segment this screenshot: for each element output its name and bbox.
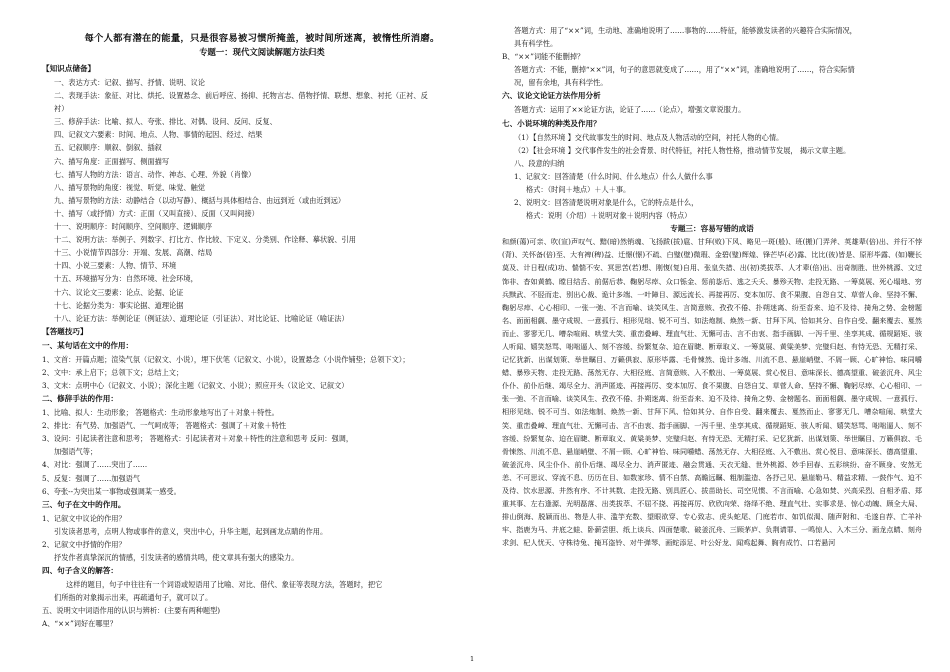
left-body	[42, 62, 482, 630]
text-line: 4、对比：强调了……突出了……	[42, 460, 148, 470]
text-line: 七、描写人物的方法：语言、动作、神态、心理、外貌（肖像）	[54, 169, 256, 179]
text-line: 1、文首：开篇点题；渲染气氛（记叙文、小说），埋下伏笔（记叙文、小说），设置悬念（小说作铺垫；总领下文）；	[42, 354, 410, 364]
text-line: A、“××”词好在哪里？	[42, 619, 117, 629]
section-heading: 七、小说环境的种类及作用？	[502, 118, 601, 128]
text-line: 1、记叙文：回答清楚（什么时间、什么地点）什么人做什么事	[514, 171, 713, 181]
proverbs-text: 和颜(蔼)可亲、吹(宣)声叹气、黯(暗)然销魂、飞扬跋(拔)扈、甘拜(败)下风、略见一斑(般)、班(搬)门弄斧、英雄辈(倍)出、并行不悖(背)、关怀备(倍)至、大有裨(稗)益、迁憬(憬)不疏、白璧(壁)微瑕、金碧(璧)辉煌、锋芒毕(必)露、比比(彼)皆是、原形毕露、(如)鞭长莫及、计日程(成)功、惴惴不安、冥思苦(若)想、刚愎(复)自用、张皇失措、出(初)类拔萃、人才辈(倍)出、出奇制胜、世外桃源、文过饰非、杳如黄鹤、瞠目结舌、前倨后恭、鞠躬尽瘁、众口铄金、惩前毖后、逃之夭夭、暴殄天物、走投无路、一筹莫展、死心塌地、穷兵黩武、不胫而走、别出心裁、诡计多端、一叶障目、源远流长、再接再厉、变本加厉、食不果腹、自怨自艾、草菅人命、坚持不懈、鞠躬尽瘁、心心相印、一张一弛、不言而喻、谈笑风生、言简意赅、孜孜不倦、扑朔迷离、纷至沓来、迫不及待、掎角之势、金榜题名、面面相觑、墨守成规、一意孤行、相形见绌、锐不可当、如法炮制、焕然一新、甘拜下风、恰如其分、自作自受、翻来覆去、戛然而止、寥寥无几、嘈杂喧闹、哄堂大笑、重峦叠嶂、理直气壮、无懈可击、言不由衷、指手画脚、一泻千里、坐享其成、循规蹈矩、骇人听闻、嬉笑怒骂、咄咄逼人、刻不容缓、纷繁复杂、迫在眉睫、断章取义、一筹莫展、黄粱美梦、完璧归赵、有恃无恐、无精打采、记忆犹新、出谋划策、举世瞩目、万籁俱寂、原形毕露、毛骨悚然、诡计多端、川流不息、悬崖峭壁、不屑一顾、心旷神怡、味同嚼蜡、暴殄天物、走投无路、荡然无存、大相径庭、言简意赅、入不敷出、一筹莫展、赏心悦目、意味深长、德高望重、破釜沉舟、风尘仆仆、前仆后继、竭尽全力、消声匿迹、再接再厉、变本加厉、食不果腹、自怨自艾、草菅人命、坚持不懈、鞠躬尽瘁、心心相印、一张一弛、不言而喻、谈笑风生、孜孜不倦、扑朔迷离、纷至沓来、迫不及待、掎角之势、金榜题名、面面相觑、墨守成规、一意孤行、相形见绌、锐不可当、如法炮制、焕然一新、甘拜下风、恰如其分、自作自受、翻来覆去、戛然而止、寥寥无几、嘈杂喧闹、哄堂大笑、重峦叠嶂、理直气壮、无懈可击、言不由衷、指手画脚、一泻千里、坐享其成、循规蹈矩、骇人听闻、嬉笑怒骂、咄咄逼人、刻不容缓、纷繁复杂、迫在眉睫、断章取义、黄粱美梦、完璧归赵、有恃无恐、无精打采、记忆犹新、出谋划策、举世瞩目、万籁俱寂、毛骨悚然、川流不息、悬崖峭壁、不屑一顾、心旷神怡、味同嚼蜡、荡然无存、大相径庭、入不敷出、赏心悦目、意味深长、德高望重、破釜沉舟、风尘仆仆、前仆后继、竭尽全力、消声匿迹、融会贯通、天衣无缝、世外桃源、妙手回春、五彩缤纷、奋不顾身、安然无恙、不可思议、穿流不息、历历在目、如数家珍、情不自禁、高瞻远瞩、粗制滥造、各抒己见、悬崖勒马、精益求精、一鼓作气、迫不及待、饮水思源、井然有序、不计其数、走投无路、别具匠心、拔苗助长、司空见惯、不言而喻、心急如焚、兴高采烈、自相矛盾、郑重其事、左右逢源、光明磊落、出类拔萃、不屈不挠、再接再厉、欣欣向荣、络绎不绝、理直气壮、实事求是、惊心动魄、顾全大局、排山倒海、脱颖而出、物是人非、滥竽充数、望眼欲穿、专心致志、虎头蛇尾、门庭若市、如饥似渴、随声附和、毛遂自荐、亡羊补牢、指鹿为马、井底之蛙、卧薪尝胆、纸上谈兵、四面楚歌、破釜沉舟、三顾茅庐、负荆请罪、一鸣惊人、入木三分、画龙点睛、刻舟求剑、杞人忧天、守株待兔、掩耳盗铃、对牛弹琴、画蛇添足、叶公好龙、闻鸡起舞、胸有成竹、口若悬河	[502, 237, 922, 548]
section-heading: 六、议论文论证方法作用分析	[502, 91, 601, 101]
text-line: 6、夸张--为突出某一事物或强调某一感受。	[42, 486, 181, 496]
text-line: 五、说明文中词语作用的认识与辨析：(主要有两种题型)	[42, 606, 221, 616]
text-line: 们所指的对象揭示出来，再疏通句子，就可以了。	[54, 593, 213, 603]
section-heading: 一、某句话在文中的作用：	[42, 340, 134, 350]
section-heading: 四、句子含义的解答：	[42, 566, 118, 576]
text-line: 六、描写角度：正面描写、侧面描写	[54, 156, 170, 166]
page-number: 1	[470, 655, 475, 663]
text-line: 十五、环境描写分为：自然环境、社会环境，	[54, 274, 198, 284]
text-line: 格式：说明（介绍）＋说明对象＋说明内容（特点）	[526, 211, 692, 221]
text-line: 十七、论据分类为：事实论据、道理论据	[54, 300, 184, 310]
text-line: 1、比喻、拟人：生动形象； 答题格式：生动形象地写出了＋对象＋特性。	[42, 408, 279, 418]
section-heading: 【知识点储备】	[42, 64, 96, 73]
text-line: 2、说明文：回答清楚说明对象是什么，它的特点是什么，	[514, 198, 699, 208]
right-body	[502, 24, 922, 222]
text-line: 答题方式：不能，删掉“××”词，句子的意思就变成了……，用了“××”词，准确地说明了……，符合实际情	[514, 65, 855, 75]
text-line: 四、记叙文六要素：时间、地点、人物、事情的起因、经过、结果	[54, 130, 263, 140]
text-line: 答题方式：运用了××论证方法，论证了……（论点），增强文章说服力。	[514, 105, 746, 115]
text-line: 1、记叙文中议论的作用？	[42, 513, 126, 523]
text-line: B、“××”词能不能删掉？	[502, 52, 585, 62]
text-line: 格式：（时间＋地点）＋人＋事。	[526, 184, 631, 194]
text-line: （2）【社会环境 】交代事件发生的社会背景、时代特征，衬托人物性格，推动情节发展， 揭示文章主题。	[514, 145, 851, 155]
section-heading: 二、修辞手法的作用：	[42, 394, 118, 404]
text-line: 八、段意的归纳	[514, 158, 565, 168]
text-line: 这样的题目，句子中往往有一个词语或短语用了比喻、对比、借代、象征等表现方法，答题时，把它	[66, 580, 383, 590]
text-line: 十一、说明顺序：时间顺序、空间顺序、逻辑顺序	[54, 222, 213, 232]
text-line: 衬）	[54, 104, 69, 114]
text-line: 况，留有余地，具有科学性。	[514, 78, 608, 88]
proverbs-title: 专题三：容易写错的成语	[670, 224, 754, 234]
text-line: 八、描写景物的角度：视觉、听觉、味觉、触觉	[54, 182, 205, 192]
text-line: 具有科学性。	[514, 39, 558, 49]
text-line: 答题方式：用了“××”词，生动地、准确地说明了……事物的……特征，能够激发读者的兴趣符合实际情况，	[514, 26, 857, 35]
left-column	[42, 24, 482, 630]
text-line: （1）【自然环境 】交代故事发生的时间、地点及人物活动的空间，衬托人物的心情。	[514, 132, 784, 142]
text-line: 2、文中：承上启下；总领下文；总结上文；	[42, 367, 184, 377]
text-line: 十三、小说情节四部分：开端、发展、高潮、结局	[54, 248, 213, 258]
text-line: 3、文末：点明中心（记叙文、小说）；深化主题（记叙文、小说）；照应开头（议论文、记叙文）	[42, 380, 349, 390]
page-title: 专题一：现代文阅读解题方法归类	[199, 47, 325, 57]
text-line: 引发读者思考，点明人物或事件的意义，突出中心，升华主题，起到画龙点睛的作用。	[54, 526, 328, 536]
text-line: 一、表达方式：记叙、描写、抒情、说明、议论	[54, 78, 205, 87]
text-line: 十二、说明方法：举例子、列数字、打比方、作比较、下定义、分类别、作诠释、摹状貌、引用	[54, 235, 356, 245]
right-column	[502, 24, 922, 653]
section-heading: 三、句子在文中的作用。	[42, 499, 126, 509]
text-line: 九、描写景物的方法：动静结合（以动写静）、概括与具体相结合、由远到近（或由近到远）	[54, 195, 346, 205]
text-line: 十、描写（或抒情）方式：正面（又叫直接）、反面（又叫间接）	[54, 208, 259, 218]
text-line: 五、记叙顺序：顺叙、倒叙、插叙	[54, 143, 162, 153]
text-line: 十八、论证方法：举例论证（例证法）、道理论证（引证法）、对比论证、比喻论证（喻证法）	[54, 313, 349, 323]
text-line: 2、记叙文中抒情的作用？	[42, 539, 126, 549]
text-line: 5、反复：强调了……加强语气	[42, 473, 141, 483]
text-line: 加强语气等；	[54, 447, 98, 457]
text-line: 2、排比：有气势、加强语气、一气呵成等； 答题格式：强调了＋对象＋特性	[42, 421, 287, 431]
text-line: 二、表现手法：象征、对比、烘托、设置悬念、前后呼应、扬抑、托物言志、借物抒情、联想、想象、衬托（正衬、反	[54, 91, 428, 101]
text-line: 3、设问：引起读者注意和思考； 答题格式：引起读者对＋对象＋特性的注意和思考 反问：强调，	[42, 434, 354, 444]
text-line: 十六、议论文三要素：论点、论据、论证	[54, 287, 184, 297]
text-line: 三、修辞手法：比喻、拟人、夸张、排比、对偶、设问、反问、反复、	[54, 117, 277, 127]
section-heading: 【答题技巧】	[42, 326, 88, 336]
text-line: 十四、小说三要素：人物、情节、环境	[54, 261, 177, 271]
motto: 每个人都有潜在的能量，只是很容易被习惯所掩盖，被时间所迷离，被惰性所消磨。	[84, 33, 440, 44]
text-line: 抒发作者真挚深沉的情感，引发读者的感情共鸣，使文章具有强大的感染力。	[54, 553, 299, 562]
